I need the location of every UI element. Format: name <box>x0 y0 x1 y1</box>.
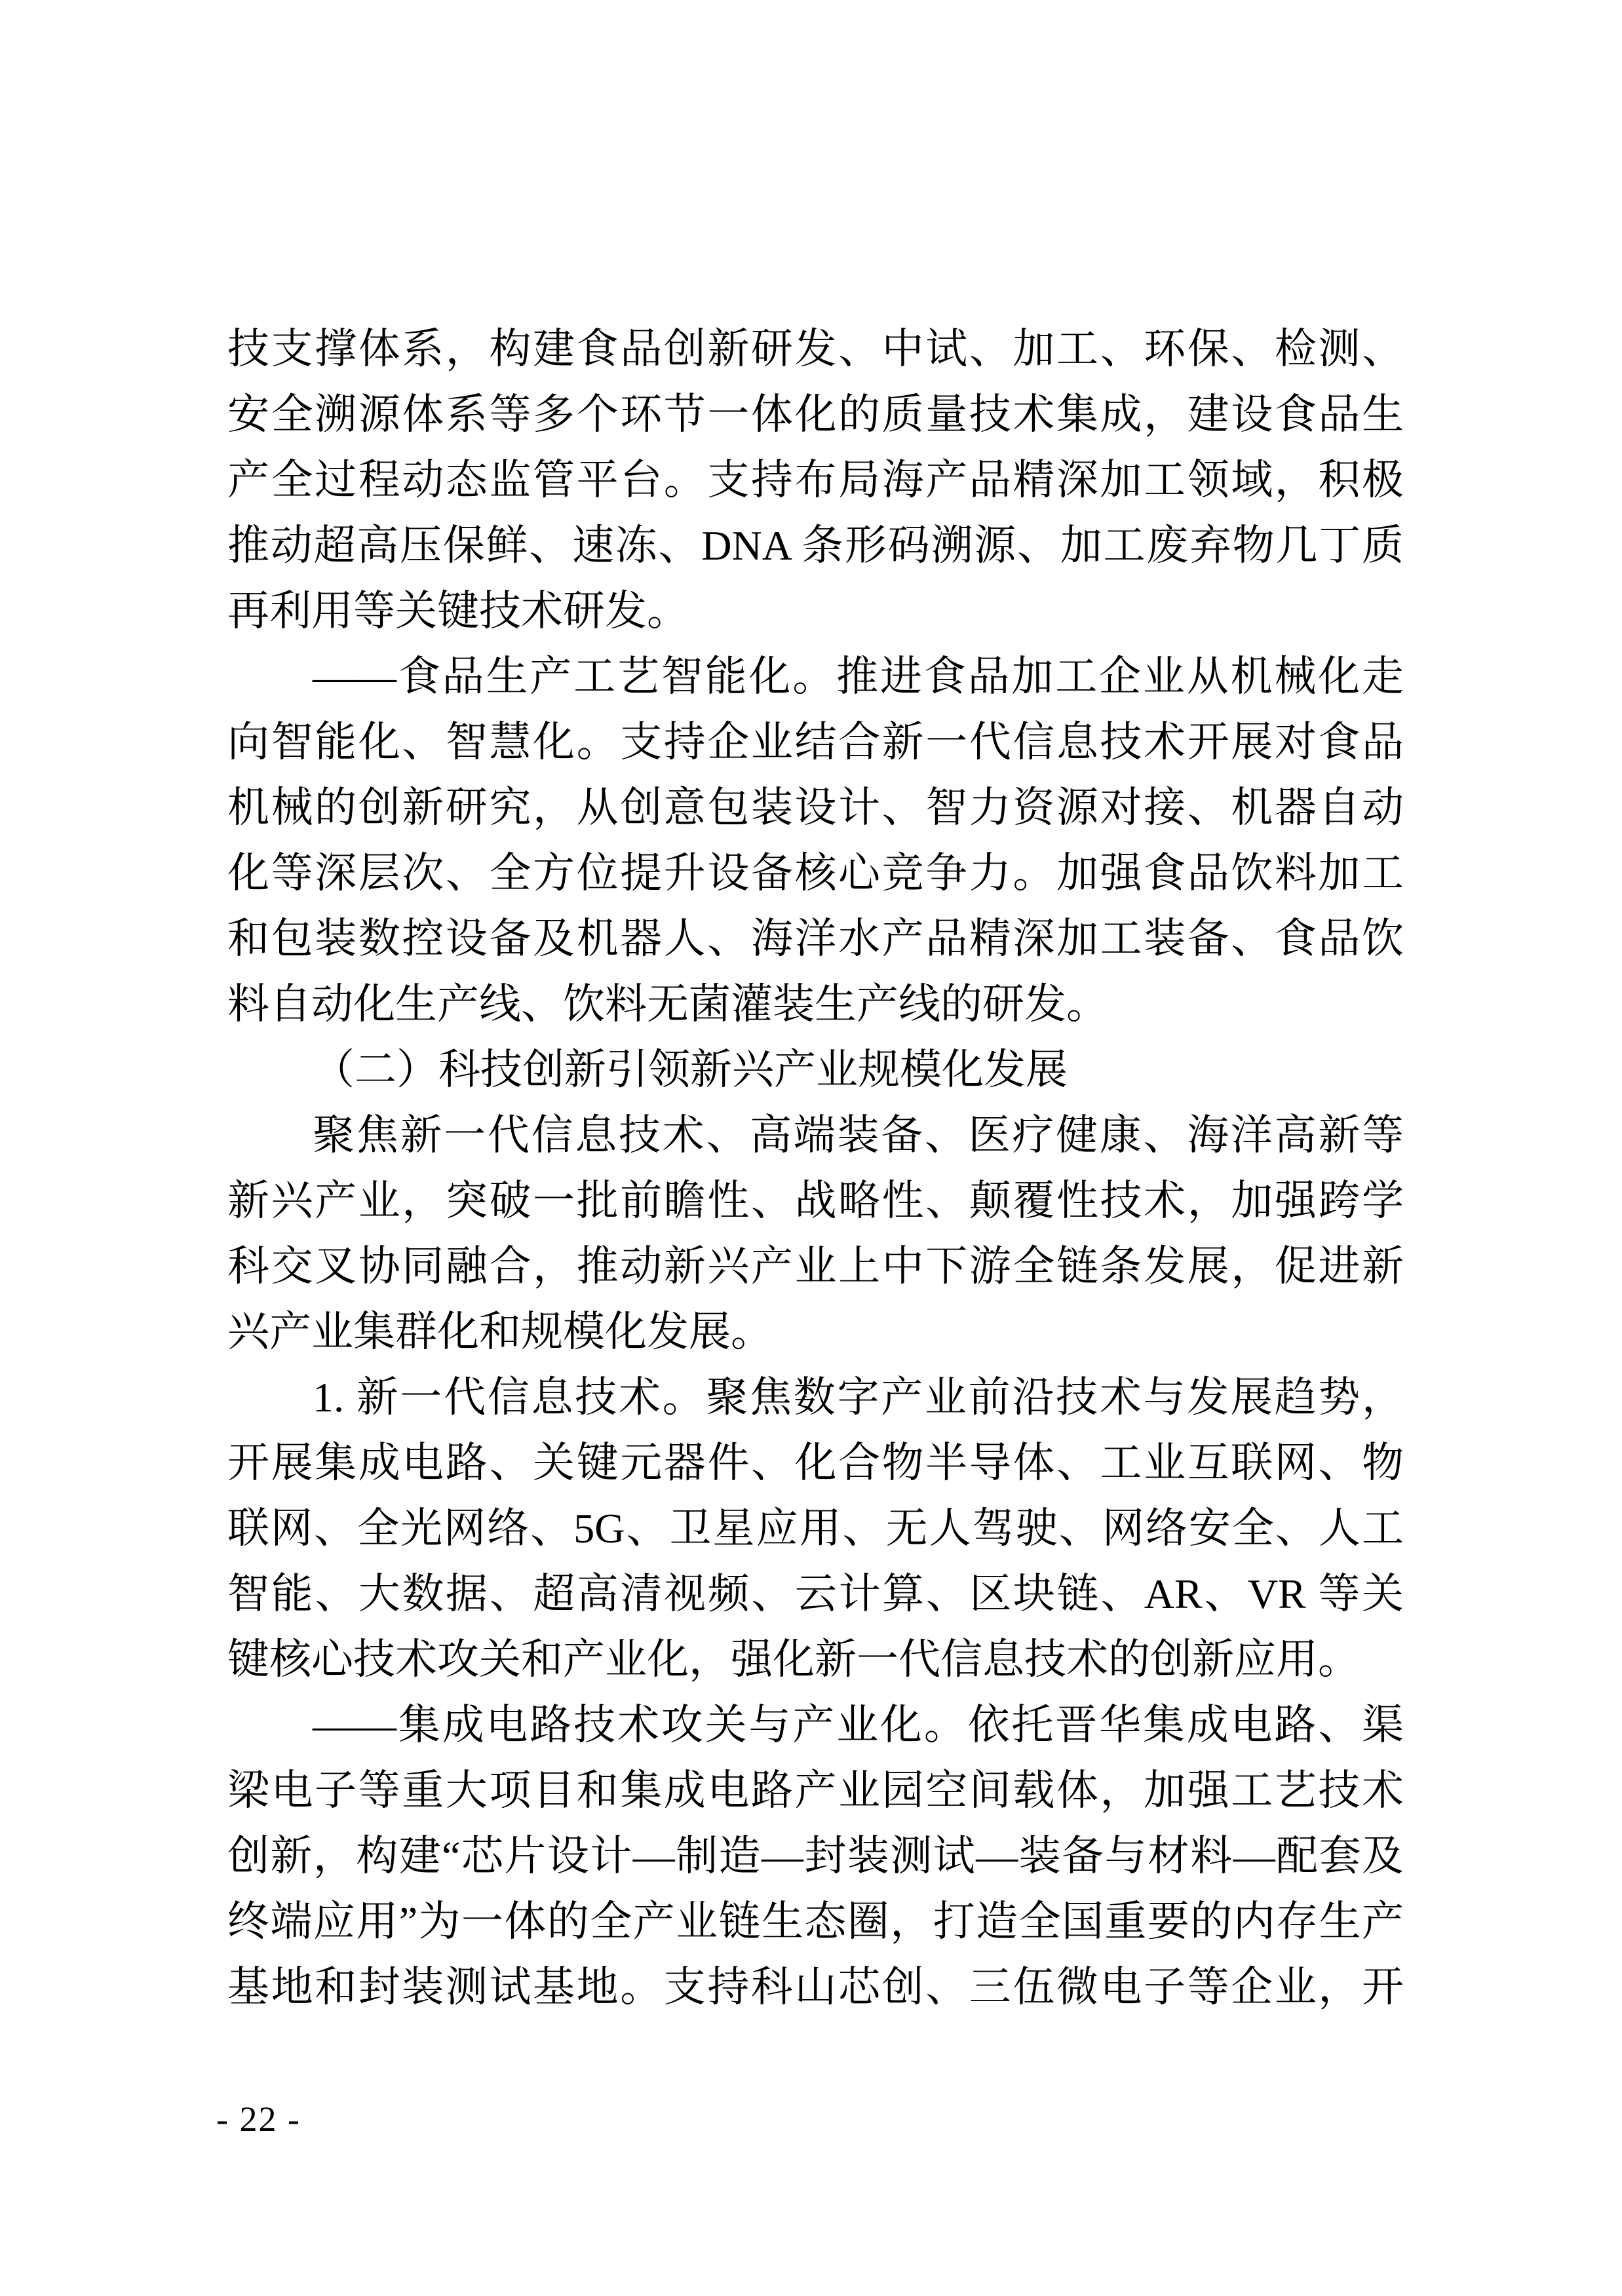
text-line-16: 兴产业集群化和规模化发展。 <box>227 1309 773 1355</box>
text-line-26: 基地和封装测试基地。支持科山芯创、三伍微电子等企业，开 <box>227 1964 1404 2010</box>
text-line-1: 技支撑体系，构建食品创新研发、中试、加工、环保、检测、 <box>227 326 1404 372</box>
text-line-17: 1. 新一代信息技术。聚焦数字产业前沿技术与发展趋势， <box>313 1374 1404 1421</box>
section-heading: （二）科技创新引领新兴产业规模化发展 <box>313 1046 1068 1093</box>
text-line-4: 推动超高压保鲜、速冻、DNA 条形码溯源、加工废弃物几丁质 <box>227 522 1404 569</box>
text-line-15: 科交叉协同融合，推动新兴产业上中下游全链条发展，促进新 <box>227 1243 1404 1290</box>
text-line-25: 终端应用”为一体的全产业链生态圈，打造全国重要的内存生产 <box>227 1898 1404 1945</box>
text-line-2: 安全溯源体系等多个环节一体化的质量技术集成，建设食品生 <box>227 391 1404 438</box>
text-line-18: 开展集成电路、关键元器件、化合物半导体、工业互联网、物 <box>227 1440 1404 1486</box>
text-line-10: 和包装数控设备及机器人、海洋水产品精深加工装备、食品饮 <box>227 915 1404 962</box>
page-number: - 22 - <box>216 2099 301 2139</box>
text-line-9: 化等深层次、全方位提升设备核心竞争力。加强食品饮料加工 <box>227 850 1404 896</box>
text-line-21: 键核心技术攻关和产业化，强化新一代信息技术的创新应用。 <box>227 1636 1360 1683</box>
text-line-8: 机械的创新研究，从创意包装设计、智力资源对接、机器自动 <box>227 784 1404 831</box>
text-line-11: 料自动化生产线、饮料无菌灌装生产线的研发。 <box>227 981 1108 1027</box>
document-body <box>227 316 1404 2020</box>
text-line-20: 智能、大数据、超高清视频、云计算、区块链、AR、VR 等关 <box>227 1571 1404 1617</box>
text-line-3: 产全过程动态监管平台。支持布局海产品精深加工领域，积极 <box>227 457 1404 503</box>
text-line-14: 新兴产业，突破一批前瞻性、战略性、颠覆性技术，加强跨学 <box>227 1177 1404 1224</box>
text-line-22: ——集成电路技术攻关与产业化。依托晋华集成电路、渠 <box>313 1702 1404 1748</box>
text-line-23: 梁电子等重大项目和集成电路产业园空间载体，加强工艺技术 <box>227 1767 1404 1814</box>
text-line-13: 聚焦新一代信息技术、高端装备、医疗健康、海洋高新等 <box>313 1112 1404 1158</box>
text-line-7: 向智能化、智慧化。支持企业结合新一代信息技术开展对食品 <box>227 719 1404 765</box>
text-line-19: 联网、全光网络、5G、卫星应用、无人驾驶、网络安全、人工 <box>227 1505 1404 1552</box>
text-line-6: ——食品生产工艺智能化。推进食品加工企业从机械化走 <box>313 653 1404 700</box>
text-line-5: 再利用等关键技术研发。 <box>227 588 689 634</box>
text-line-24: 创新，构建“芯片设计—制造—封装测试—装备与材料—配套及 <box>227 1833 1404 1879</box>
